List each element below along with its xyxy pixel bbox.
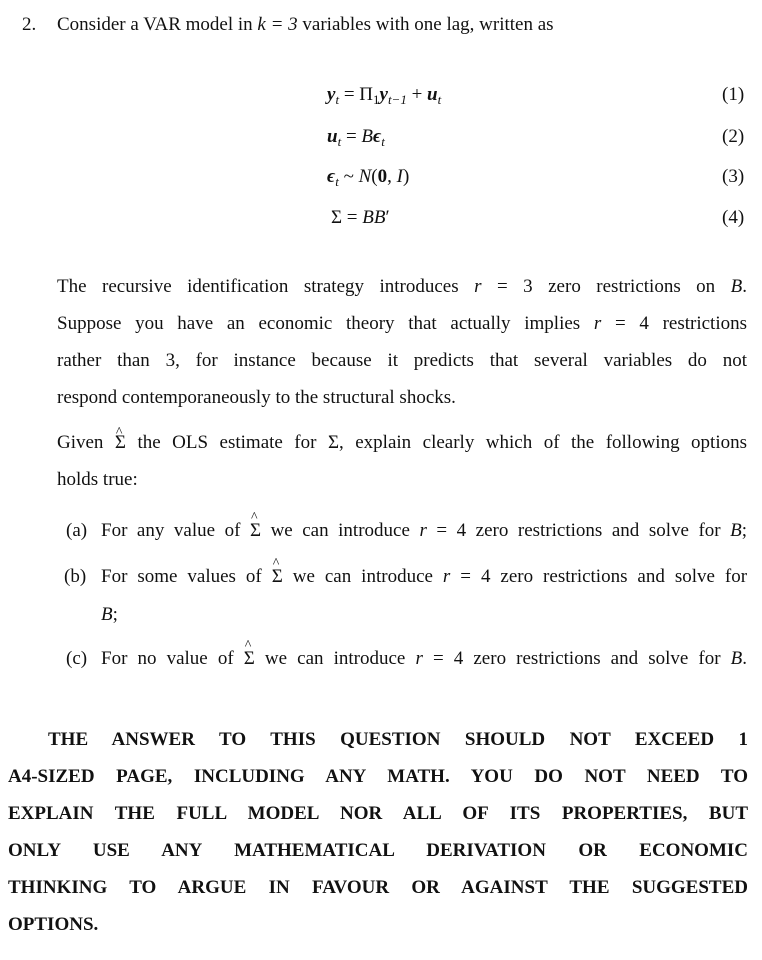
question-number: 2. bbox=[22, 14, 37, 35]
paragraph-question bbox=[57, 424, 747, 498]
paragraph2-line2: holds true: bbox=[57, 469, 138, 490]
note-line-4: ONLY USE ANY MATHEMATICAL DERIVATION OR ECONOMIC bbox=[8, 840, 748, 861]
paragraph2-line1: Given ^ Σ the OLS estimate for Σ, explain clearly which of the following options bbox=[57, 424, 747, 461]
question-intro bbox=[57, 14, 554, 36]
option-c-label: (c) bbox=[66, 648, 88, 669]
paragraph-identification bbox=[57, 268, 747, 416]
equation-number-2: (2) bbox=[722, 126, 745, 147]
option-c-text: For no value of ^ Σ we can introduce r = 4 zero restrictions and solve for B. bbox=[101, 648, 747, 670]
note-line-5: THINKING TO ARGUE IN FAVOUR OR AGAINST THE SUGGESTED bbox=[8, 877, 748, 898]
option-b-text: For some values of ^ Σ we can introduce r = 4 zero restrictions and solve for bbox=[101, 566, 747, 588]
answer-length-note bbox=[8, 721, 748, 943]
paragraph1-line2: Suppose you have an economic theory that actually implies r = 4 restrictions bbox=[57, 313, 748, 334]
paragraph1-line1: The recursive identification strategy introduces r = 3 zero restrictions on B. bbox=[57, 276, 748, 297]
option-b-label: (b) bbox=[64, 566, 87, 587]
note-line-1: THE ANSWER TO THIS QUESTION SHOULD NOT EXCEED 1 bbox=[48, 729, 748, 750]
equation-number-1: (1) bbox=[722, 84, 745, 105]
note-line-6: OPTIONS. bbox=[8, 914, 99, 935]
note-line-2: A4-SIZED PAGE, INCLUDING ANY MATH. YOU DO NOT NEED TO bbox=[8, 766, 748, 787]
option-a-label: (a) bbox=[66, 520, 88, 541]
k-expression: k = 3 bbox=[257, 14, 298, 35]
intro-rest-text: variables with one lag, written as bbox=[302, 14, 554, 35]
equation-4: Σ = BB′ bbox=[331, 207, 390, 228]
option-a-text: For any value of ^ Σ we can introduce r = 4 zero restrictions and solve for B; bbox=[101, 520, 747, 542]
equation-number-3: (3) bbox=[722, 166, 745, 187]
note-line-3: EXPLAIN THE FULL MODEL NOR ALL OF ITS PROPERTIES, BUT bbox=[8, 803, 748, 824]
option-b-continuation: B; bbox=[101, 604, 118, 625]
paragraph1-line3: rather than 3, for instance because it predicts that several variables do not bbox=[57, 350, 747, 371]
equation-number-4: (4) bbox=[722, 207, 745, 228]
intro-text: Consider a VAR model in bbox=[57, 14, 253, 35]
equation-2: $u_t = B\epsilon_t$ bbox=[327, 126, 385, 149]
equation-1: $y_t = \Pi_1y_{t-1} + u_t$ bbox=[327, 84, 442, 107]
paragraph1-line4: respond contemporaneously to the structural shocks. bbox=[57, 387, 456, 408]
equation-3: $\epsilon_t$ ~ N(0, I) bbox=[327, 166, 410, 189]
